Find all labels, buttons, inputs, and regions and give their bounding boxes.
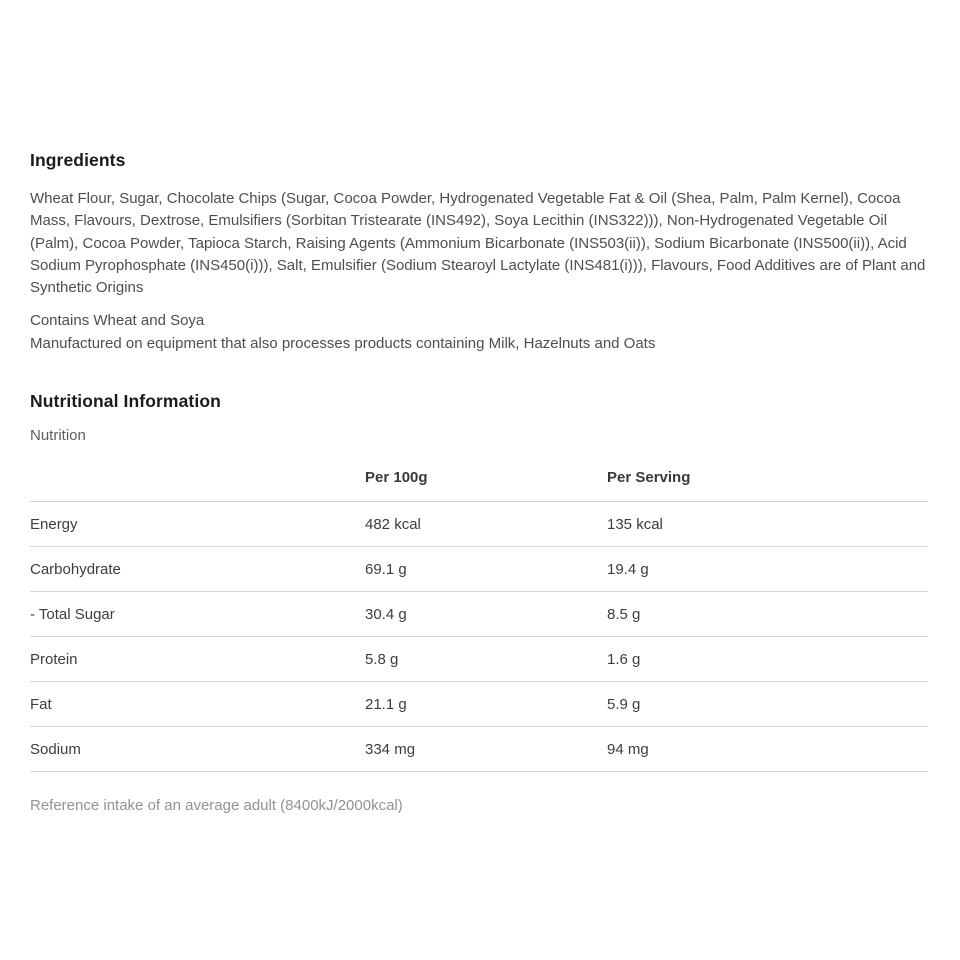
table-row [30,637,928,682]
per-serving-value: 135 kcal [607,515,663,533]
table-row [30,502,928,547]
per-serving-value: 5.9 g [607,695,641,713]
per-serving-value: 1.6 g [607,650,641,668]
nutrition-subheading: Nutrition [30,427,86,445]
per-serving-value: 94 mg [607,740,649,758]
nutrition-table-header-row [30,453,928,502]
per-100g-value: 482 kcal [365,515,421,533]
per-100g-value: 334 mg [365,740,416,758]
ingredients-text: Wheat Flour, Sugar, Chocolate Chips (Sugar, Cocoa Powder, Hydrogenated Vegetable Fat & Oil (Shea, Palm, Palm Kernel), Cocoa Mass, Flavours, Dextrose, Emulsifiers (Sorbitan Tristearate (INS492), Soya Lecithin (INS322))), Non-Hydrogenated Vegetable Oil (Palm), Cocoa Powder, Tapioca Starch, Raising Agents (Ammonium Bicarbonate (INS503(ii)), Sodium Bicarbonate (INS500(ii)), Acid Sodium Pyrophosphate (INS450(i))), Salt, Emulsifier (Sodium Stearoyl Lactylate (INS481(i))), Flavours, Food Additives are of Plant and Synthetic Origins [30,190,926,297]
per-serving-value: 19.4 g [607,560,649,578]
nutrient-label: Energy [30,515,78,533]
product-info-content [30,150,928,815]
per-serving-column-header: Per Serving [607,469,691,487]
nutrient-label: Fat [30,695,52,713]
per-100g-value: 21.1 g [365,695,407,713]
table-row [30,727,928,772]
nutrient-label: Protein [30,650,78,668]
per-100g-value: 5.8 g [365,650,399,668]
reference-intake-footnote: Reference intake of an average adult (8400kJ/2000kcal) [30,797,403,815]
per-serving-value: 8.5 g [607,605,641,623]
allergen-info [30,310,928,355]
allergen-contains-line: Contains Wheat and Soya [30,312,205,330]
allergen-manufacture-line: Manufactured on equipment that also processes products containing Milk, Hazelnuts and Oats [30,334,656,352]
nutrient-label: Sodium [30,740,81,758]
per-100g-value: 30.4 g [365,605,407,623]
nutrient-label: Carbohydrate [30,560,121,578]
table-row [30,592,928,637]
ingredients-heading: Ingredients [30,150,126,170]
table-row [30,682,928,727]
nutritional-information-heading: Nutritional Information [30,391,221,412]
per-100g-value: 69.1 g [365,560,407,578]
table-row [30,547,928,592]
nutrient-label: - Total Sugar [30,605,115,623]
nutrition-table [30,453,928,772]
per-100g-column-header: Per 100g [365,469,428,487]
